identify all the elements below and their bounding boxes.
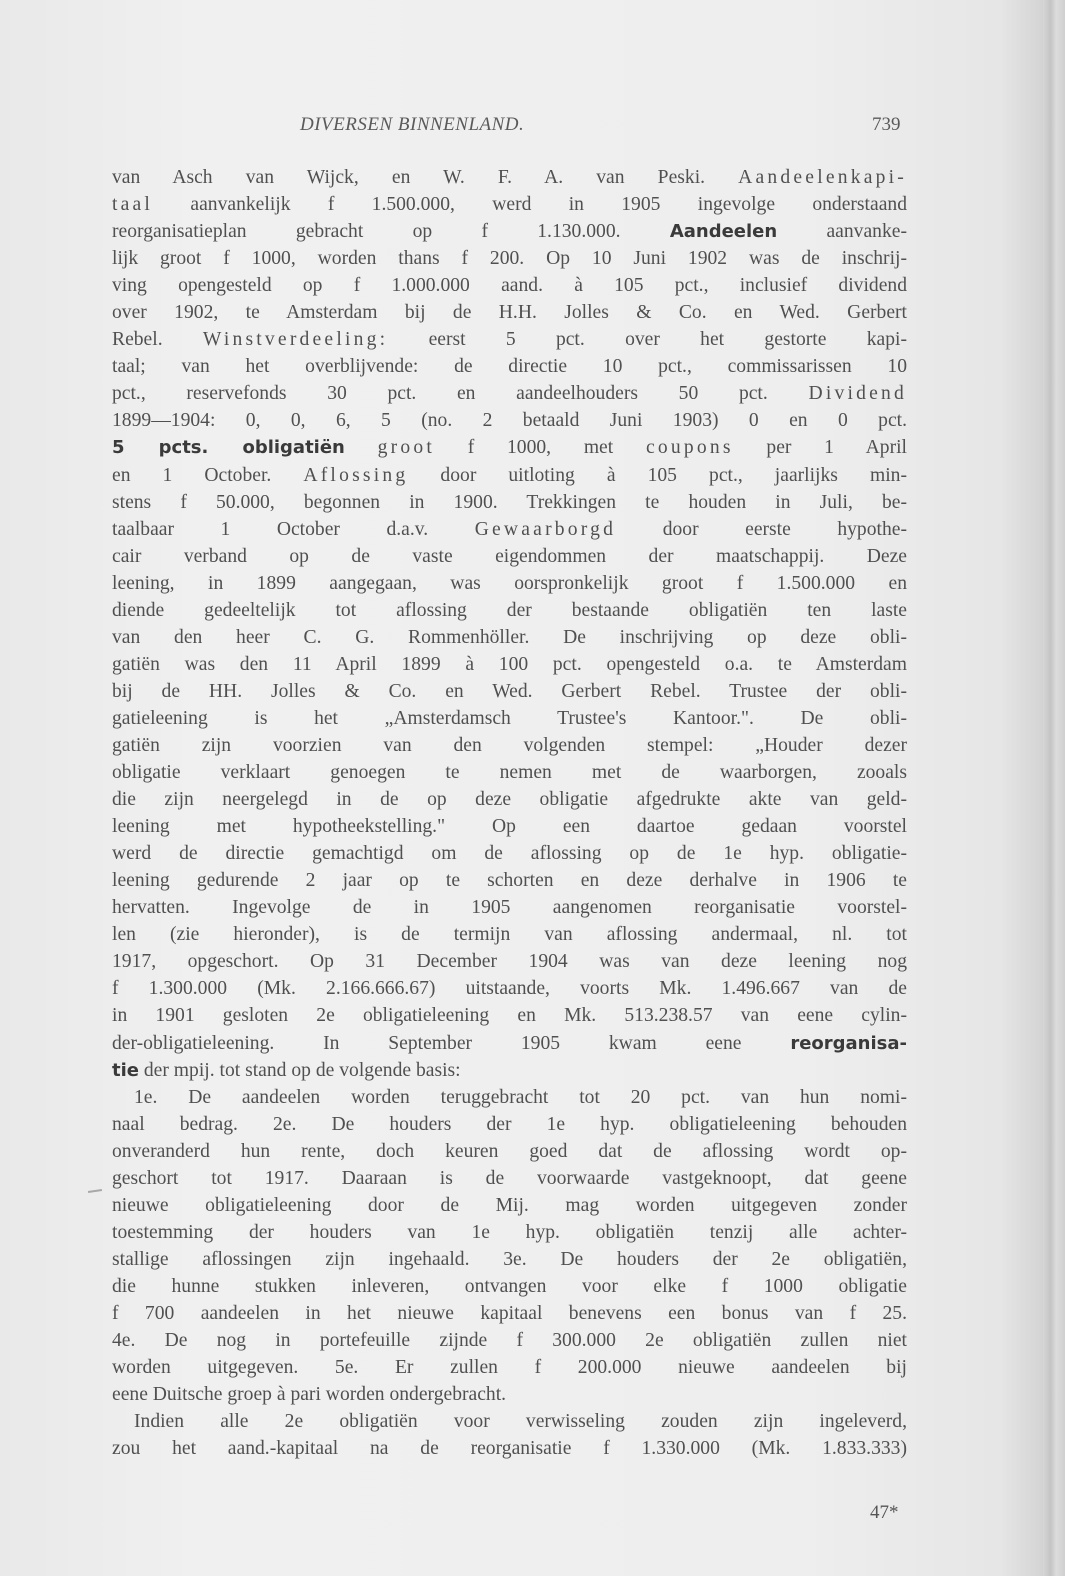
text-line bbox=[112, 1408, 907, 1435]
text-line bbox=[112, 218, 907, 245]
text-line bbox=[112, 1246, 907, 1273]
text-run: Indien alle 2e obligatiën voor verwisseling zouden zijn ingeleverd, bbox=[134, 1411, 907, 1433]
text-run: Rebel. bbox=[112, 329, 203, 351]
text-run: leening gedurende 2 jaar op te schorten en deze derhalve in 1906 te bbox=[112, 870, 907, 892]
text-run: over 1902, te Amsterdam bij de H.H. Jolles & Co. en Wed. Gerbert bbox=[112, 302, 907, 324]
text-line bbox=[112, 894, 907, 921]
text-line bbox=[112, 434, 907, 461]
text-line bbox=[112, 1057, 907, 1084]
text-run: zou het aand.-kapitaal na de reorganisatie f 1.330.000 (Mk. 1.833.333) bbox=[112, 1438, 907, 1460]
text-line bbox=[112, 597, 907, 624]
spaced-keyword: Aandeelenkapi- bbox=[738, 167, 907, 188]
text-run: die hunne stukken inleveren, ontvangen voor elke f 1000 obligatie bbox=[112, 1275, 907, 1297]
text-run: 1899—1904: 0, 0, 6, 5 (no. 2 betaald Juni 1903) 0 en 0 pct. bbox=[112, 410, 907, 432]
text-run: 4e. De nog in portefeuille zijnde f 300.000 2e obligatiën zullen niet bbox=[112, 1330, 907, 1352]
text-line bbox=[112, 678, 907, 705]
spaced-keyword: Aflossing bbox=[303, 464, 409, 486]
text-line bbox=[112, 624, 907, 651]
text-run: nieuwe obligatieleening door de Mij. mag worden uitgegeven zonder bbox=[112, 1194, 907, 1216]
text-run bbox=[345, 437, 378, 458]
text-run: stallige aflossingen zijn ingehaald. 3e. De houders der 2e obligatiën, bbox=[112, 1248, 907, 1270]
text-line bbox=[112, 1219, 907, 1246]
text-line bbox=[112, 867, 907, 894]
text-line bbox=[112, 948, 907, 975]
text-line bbox=[112, 759, 907, 786]
text-line bbox=[112, 489, 907, 516]
text-line bbox=[112, 1002, 907, 1029]
text-run: taal; van het overblijvende: de directie 10 pct., commissarissen 10 bbox=[112, 356, 907, 378]
text-run: per 1 April bbox=[733, 437, 907, 459]
text-run: diende gedeeltelijk tot aflossing der bestaande obligatiën ten laste bbox=[112, 599, 907, 621]
text-line bbox=[112, 1111, 907, 1138]
bold-keyword: Aandeelen bbox=[669, 221, 778, 243]
text-run: en 1 October. bbox=[112, 464, 304, 486]
text-line bbox=[112, 1300, 907, 1327]
text-line bbox=[112, 380, 907, 407]
text-run: len (zie hieronder), is de termijn van aflossing andermaal, nl. tot bbox=[112, 924, 907, 946]
text-run: lijk groot f 1000, worden thans f 200. Op 10 Juni 1902 was de inschrij- bbox=[112, 248, 907, 270]
text-run: f 1000, met bbox=[434, 437, 646, 459]
text-run: bij de HH. Jolles & Co. en Wed. Gerbert Rebel. Trustee der obli- bbox=[112, 680, 907, 702]
text-line bbox=[112, 1354, 907, 1381]
text-run: pct., reservefonds 30 pct. en aandeelhouders 50 pct. bbox=[112, 383, 809, 405]
text-run: taalbaar 1 October d.a.v. bbox=[112, 518, 475, 540]
text-run: van Asch van Wijck, en W. F. A. van Peski. bbox=[112, 167, 739, 188]
text-run: geschort tot 1917. Daaraan is de voorwaarde vastgeknoopt, dat geene bbox=[112, 1167, 907, 1189]
text-run: f 1.300.000 (Mk. 2.166.666.67) uitstaande, voorts Mk. 1.496.667 van de bbox=[112, 978, 907, 1000]
text-line bbox=[112, 516, 907, 543]
running-head bbox=[0, 110, 1065, 140]
text-line bbox=[112, 1381, 907, 1408]
spaced-keyword: coupons bbox=[645, 437, 734, 459]
text-line bbox=[112, 570, 907, 597]
running-title: DIVERSEN BINNENLAND. bbox=[300, 114, 525, 135]
text-run: stens f 50.000, begonnen in 1900. Trekkingen te houden in Juli, be- bbox=[112, 491, 907, 513]
text-run: werd de directie gemachtigd om de aflossing op de 1e hyp. obligatie- bbox=[112, 843, 907, 865]
text-line bbox=[112, 1030, 907, 1057]
text-run: aanvanke- bbox=[777, 221, 907, 243]
text-line bbox=[112, 272, 907, 299]
bold-keyword: reorganisa- bbox=[790, 1032, 907, 1054]
text-run: der-obligatieleening. In September 1905 kwam eene bbox=[112, 1032, 791, 1054]
text-run: in 1901 gesloten 2e obligatieleening en Mk. 513.238.57 van eene cylin- bbox=[112, 1005, 907, 1027]
text-run: naal bedrag. 2e. De houders der 1e hyp. obligatieleening behouden bbox=[112, 1113, 907, 1135]
text-run: obligatie verklaart genoegen te nemen met de waarborgen, zooals bbox=[112, 762, 907, 784]
text-line bbox=[112, 407, 907, 434]
text-run: ving opengesteld op f 1.000.000 aand. à 105 pct., inclusief dividend bbox=[112, 275, 907, 297]
text-run: der mpij. tot stand op de volgende basis: bbox=[138, 1059, 461, 1081]
text-line bbox=[112, 245, 907, 272]
text-run: leening, in 1899 aangegaan, was oorspronkelijk groot f 1.500.000 en bbox=[112, 572, 907, 594]
spaced-keyword: Winstverdeeling: bbox=[202, 329, 389, 351]
text-line bbox=[112, 191, 907, 218]
text-line bbox=[112, 164, 907, 191]
spaced-keyword: taal bbox=[112, 194, 154, 216]
signature-mark: 47* bbox=[870, 1502, 899, 1523]
text-run: cair verband op de vaste eigendommen der maatschappij. Deze bbox=[112, 545, 907, 567]
text-run: gatiën zijn voorzien van den volgenden stempel: „Houder dezer bbox=[112, 734, 907, 756]
text-run: door eerste hypothe- bbox=[616, 518, 907, 540]
text-run: door uitloting à 105 pct., jaarlijks min- bbox=[408, 464, 907, 486]
text-run: onveranderd hun rente, doch keuren goed dat de aflossing wordt op- bbox=[112, 1140, 907, 1162]
text-line bbox=[112, 1084, 907, 1111]
page-number: 739 bbox=[872, 114, 901, 135]
text-line bbox=[112, 462, 907, 489]
text-line bbox=[112, 813, 907, 840]
text-run: die zijn neergelegd in de op deze obligatie afgedrukte akte van geld- bbox=[112, 789, 907, 811]
text-line bbox=[112, 1138, 907, 1165]
text-line bbox=[112, 651, 907, 678]
text-line bbox=[112, 326, 907, 353]
spaced-keyword: Dividend bbox=[808, 383, 907, 405]
spaced-keyword: Gewaarborgd bbox=[474, 518, 617, 540]
text-line bbox=[112, 1273, 907, 1300]
spaced-keyword: groot bbox=[377, 437, 435, 459]
text-run: gatiën was den 11 April 1899 à 100 pct. opengesteld o.a. te Amsterdam bbox=[112, 653, 907, 675]
text-line bbox=[112, 1165, 907, 1192]
text-line bbox=[112, 543, 907, 570]
text-run: gatieleening is het „Amsterdamsch Trustee's Kantoor.". De obli- bbox=[112, 707, 907, 729]
text-line bbox=[112, 840, 907, 867]
text-run: hervatten. Ingevolge de in 1905 aangenomen reorganisatie voorstel- bbox=[112, 897, 907, 919]
text-line bbox=[112, 1327, 907, 1354]
text-run: eene Duitsche groep à pari worden ondergebracht. bbox=[112, 1384, 507, 1406]
text-line bbox=[112, 1192, 907, 1219]
text-run: f 700 aandeelen in het nieuwe kapitaal benevens een bonus van f 25. bbox=[112, 1302, 907, 1324]
text-line bbox=[112, 1435, 907, 1462]
text-line bbox=[112, 786, 907, 813]
text-run: 1917, opgeschort. Op 31 December 1904 was van deze leening nog bbox=[112, 951, 907, 973]
text-run: 1e. De aandeelen worden teruggebracht tot 20 pct. van hun nomi- bbox=[134, 1086, 907, 1108]
text-line bbox=[112, 705, 907, 732]
text-run: leening met hypotheekstelling." Op een daartoe gedaan voorstel bbox=[112, 816, 907, 838]
text-run: worden uitgegeven. 5e. Er zullen f 200.000 nieuwe aandeelen bij bbox=[112, 1357, 907, 1379]
text-line bbox=[112, 732, 907, 759]
text-run: reorganisatieplan gebracht op f 1.130.000. bbox=[112, 221, 670, 243]
text-line bbox=[112, 975, 907, 1002]
text-run: van den heer C. G. Rommenhöller. De inschrijving op deze obli- bbox=[112, 626, 907, 648]
text-line bbox=[112, 299, 907, 326]
bold-keyword: 5 pcts. obligatiën bbox=[112, 437, 345, 459]
body-text bbox=[112, 164, 907, 1462]
text-line bbox=[112, 921, 907, 948]
text-run: aanvankelijk f 1.500.000, werd in 1905 ingevolge onderstaand bbox=[153, 194, 907, 216]
text-run: eerst 5 pct. over het gestorte kapi- bbox=[388, 329, 907, 351]
book-binding-edge bbox=[1043, 0, 1065, 1576]
text-line bbox=[112, 353, 907, 380]
bold-keyword: tie bbox=[112, 1059, 139, 1081]
text-run: toestemming der houders van 1e hyp. obligatiën tenzij alle achter- bbox=[112, 1221, 907, 1243]
